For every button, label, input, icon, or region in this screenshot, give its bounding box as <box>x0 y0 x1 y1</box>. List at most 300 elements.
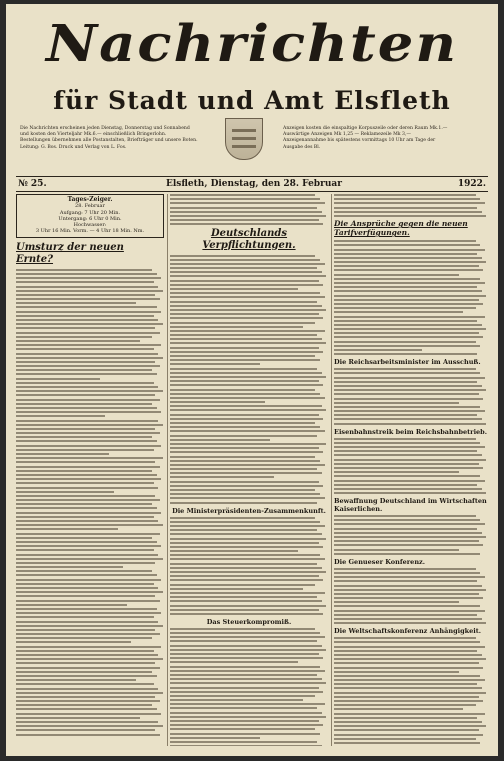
text-line <box>170 322 315 324</box>
column-divider <box>331 194 332 746</box>
text-line <box>334 253 477 255</box>
text-line <box>334 282 485 284</box>
text-line <box>16 382 154 384</box>
text-line <box>170 376 326 378</box>
text-line <box>334 381 477 383</box>
text-line <box>16 541 157 543</box>
text-line <box>170 284 323 286</box>
text-line <box>16 537 152 539</box>
text-line <box>16 357 163 359</box>
text-line <box>334 353 477 355</box>
text-line <box>170 691 323 693</box>
text-line <box>334 442 480 444</box>
text-line <box>334 249 485 251</box>
text-line <box>16 445 161 447</box>
text-line <box>16 302 136 304</box>
text-line <box>170 745 322 746</box>
text-line <box>16 688 158 690</box>
text-line <box>170 435 317 437</box>
text-line <box>170 563 317 565</box>
text-line <box>16 708 157 710</box>
text-line <box>170 558 325 560</box>
text-line <box>334 368 476 370</box>
text-line <box>170 397 325 399</box>
info-line: und kosten den Vierteljahr Mk.6.— einschließlich Bringerlohn. <box>20 132 167 138</box>
day-info-line: Untergang: 6 Uhr 0 Min. <box>58 215 122 222</box>
article-body <box>334 368 488 424</box>
text-line <box>170 712 322 714</box>
column-3 <box>334 194 488 746</box>
text-line <box>170 464 325 466</box>
text-line <box>16 671 152 673</box>
text-line <box>334 446 485 448</box>
text-line <box>16 353 158 355</box>
text-line <box>170 292 320 294</box>
text-line <box>170 280 319 282</box>
text-line <box>170 443 326 445</box>
text-line <box>16 373 157 375</box>
text-line <box>16 466 160 468</box>
text-line <box>16 415 105 417</box>
article-subhead: Die Genueser Konferenz. <box>334 557 425 566</box>
coat-of-arms-icon <box>225 118 263 160</box>
text-line <box>16 549 154 551</box>
text-line <box>170 347 319 349</box>
text-line <box>334 637 476 639</box>
text-line <box>334 211 482 213</box>
text-line <box>334 593 479 595</box>
text-line <box>334 332 479 334</box>
text-line <box>170 317 323 319</box>
text-line <box>170 695 315 697</box>
text-line <box>170 575 319 577</box>
article-headline: Die Ansprüche gegen die neuen Tarifverfügungen. <box>334 219 468 238</box>
text-line <box>334 580 477 582</box>
text-line <box>170 359 320 361</box>
text-line <box>334 704 476 706</box>
text-line <box>170 497 325 499</box>
text-line <box>170 609 319 611</box>
article-body <box>334 194 488 217</box>
masthead-title: Nachrichten <box>45 14 459 74</box>
text-line <box>16 675 157 677</box>
text-line <box>16 461 155 463</box>
text-line <box>170 207 317 209</box>
issue-number: № 25. <box>18 179 47 189</box>
text-line <box>16 436 152 438</box>
text-line <box>170 724 323 726</box>
text-line <box>334 523 485 525</box>
article-body <box>16 269 164 736</box>
text-line <box>334 393 479 395</box>
text-line <box>334 568 476 570</box>
text-line <box>170 733 320 735</box>
text-line <box>334 286 477 288</box>
text-line <box>16 574 157 576</box>
text-line <box>170 267 317 269</box>
text-line <box>170 313 319 315</box>
text-line <box>170 674 317 676</box>
text-line <box>170 546 323 548</box>
article-subhead: Die Weltschaftskonferenz Anhängigkeit. <box>334 627 481 636</box>
text-line <box>170 628 315 630</box>
text-line <box>170 613 323 615</box>
text-line <box>16 721 158 723</box>
text-line <box>334 658 486 660</box>
text-line <box>334 662 479 664</box>
text-line <box>334 307 476 309</box>
day-info-line: Aufgang: 7 Uhr 20 Min. <box>59 209 121 216</box>
text-line <box>170 401 265 403</box>
text-line <box>170 632 320 634</box>
text-line <box>16 734 160 736</box>
text-line <box>170 259 320 261</box>
text-line <box>16 420 158 422</box>
text-line <box>16 600 160 602</box>
text-line <box>334 336 483 338</box>
text-line <box>170 525 325 527</box>
text-line <box>334 257 482 259</box>
text-line <box>16 554 158 556</box>
text-line <box>170 380 319 382</box>
text-line <box>16 516 154 518</box>
text-line <box>170 418 323 420</box>
text-line <box>170 533 322 535</box>
text-line <box>16 294 155 296</box>
text-line <box>170 645 322 647</box>
text-line <box>334 467 483 469</box>
text-line <box>16 570 152 572</box>
text-line <box>170 342 326 344</box>
text-line <box>170 741 317 743</box>
article-headline: Deutschlands Verpflichtungen. <box>202 227 296 251</box>
text-line <box>170 489 315 491</box>
text-line <box>334 601 459 603</box>
text-line <box>334 402 459 404</box>
text-line <box>334 687 482 689</box>
text-line <box>334 717 477 719</box>
text-line <box>170 579 323 581</box>
text-line <box>170 372 322 374</box>
text-line <box>334 618 482 620</box>
text-line <box>170 460 320 462</box>
text-line <box>16 591 163 593</box>
text-line <box>170 271 322 273</box>
text-line <box>170 334 317 336</box>
text-line <box>334 372 480 374</box>
text-line <box>334 418 482 420</box>
text-line <box>170 468 317 470</box>
info-line: Anzeigen kosten die einspaltige Korpuszeile oder deren Raum Mk.1.— <box>283 126 448 131</box>
text-line <box>16 482 154 484</box>
text-line <box>170 571 326 573</box>
text-line <box>334 377 485 379</box>
text-line <box>170 728 315 730</box>
text-line <box>16 386 158 388</box>
day-info-line: 3 Uhr 16 Min. Vorm. — 4 Uhr 18 Min. Nm. <box>35 228 145 235</box>
text-line <box>170 661 298 663</box>
text-line <box>170 542 319 544</box>
text-line <box>170 485 323 487</box>
text-line <box>16 277 161 279</box>
text-line <box>170 439 270 441</box>
text-line <box>334 450 477 452</box>
text-line <box>170 215 326 217</box>
text-line <box>334 729 479 731</box>
text-line <box>334 410 485 412</box>
text-line <box>170 426 320 428</box>
text-line <box>334 597 483 599</box>
info-line: Auswärtige Anzeigen Mk 1,25 — Reklamezeile Mk 3,— <box>283 132 412 138</box>
text-line <box>334 414 477 416</box>
article-body <box>170 255 328 504</box>
text-line <box>334 549 459 551</box>
text-line <box>16 616 154 618</box>
article-body <box>334 637 488 746</box>
text-line <box>16 512 161 514</box>
text-line <box>16 495 155 497</box>
text-line <box>16 595 155 597</box>
text-line <box>334 614 477 616</box>
article-body <box>170 517 328 615</box>
text-line <box>334 646 485 648</box>
text-line <box>334 261 486 263</box>
text-line <box>334 295 486 297</box>
article-body <box>334 240 488 355</box>
issue-year: 1922. <box>457 179 486 189</box>
text-line <box>16 361 155 363</box>
text-line <box>334 528 477 530</box>
text-line <box>16 290 163 292</box>
text-line <box>334 605 480 607</box>
column-2 <box>170 194 328 746</box>
text-line <box>170 649 326 651</box>
text-line <box>334 389 486 391</box>
text-line <box>334 290 482 292</box>
text-line <box>16 428 155 430</box>
text-line <box>16 658 163 660</box>
article-body <box>170 194 328 225</box>
text-line <box>16 273 157 275</box>
text-line <box>170 687 319 689</box>
text-line <box>334 406 480 408</box>
text-line <box>334 671 459 673</box>
text-line <box>16 311 161 313</box>
article-subhead: Die Reichsarbeitsminister im Ausschuß. <box>334 358 481 367</box>
text-line <box>170 640 317 642</box>
text-line <box>334 519 480 521</box>
text-line <box>334 385 482 387</box>
text-line <box>334 328 486 330</box>
text-line <box>170 521 320 523</box>
text-line <box>170 275 326 277</box>
text-line <box>16 679 136 681</box>
text-line <box>334 700 483 702</box>
text-line <box>170 657 323 659</box>
text-line <box>16 662 155 664</box>
info-line: Anzeigenannahme bis spätestens vormittags 10 Uhr am Tage der <box>283 138 436 144</box>
text-line <box>170 737 260 739</box>
text-line <box>16 399 160 401</box>
text-line <box>170 476 274 478</box>
text-line <box>170 351 323 353</box>
text-line <box>16 474 157 476</box>
text-line <box>170 211 322 213</box>
text-line <box>170 678 322 680</box>
text-line <box>334 610 485 612</box>
text-line <box>170 405 322 407</box>
text-line <box>334 244 480 246</box>
text-line <box>16 629 155 631</box>
text-line <box>334 454 482 456</box>
text-line <box>16 545 161 547</box>
text-line <box>170 414 319 416</box>
text-line <box>16 713 161 715</box>
text-line <box>16 725 163 727</box>
text-line <box>170 605 326 607</box>
text-line <box>16 440 157 442</box>
text-line <box>334 492 486 494</box>
text-line <box>16 667 160 669</box>
text-line <box>16 583 154 585</box>
text-line <box>170 422 315 424</box>
text-line <box>16 407 157 409</box>
text-line <box>170 330 325 332</box>
text-line <box>16 453 109 455</box>
text-line <box>170 219 319 221</box>
article-subhead: Die Ministerpräsidenten-Zusammenkunft. <box>172 506 326 515</box>
text-line <box>170 389 315 391</box>
text-line <box>16 520 158 522</box>
text-line <box>170 223 323 225</box>
issue-date: Elsfleth, Dienstag, den 28. Februar <box>166 179 342 189</box>
text-line <box>170 588 303 590</box>
text-line <box>16 332 160 334</box>
day-info-box <box>16 194 164 238</box>
text-line <box>16 424 163 426</box>
text-line <box>170 670 325 672</box>
column-divider <box>167 194 168 746</box>
text-line <box>334 202 485 204</box>
text-line <box>334 708 463 710</box>
text-line <box>16 478 161 480</box>
text-line <box>16 717 140 719</box>
text-line <box>334 240 476 242</box>
text-line <box>334 738 476 740</box>
text-line <box>334 675 480 677</box>
text-line <box>334 589 486 591</box>
text-line <box>334 215 486 217</box>
text-line <box>170 703 325 705</box>
text-line <box>170 430 325 432</box>
info-line: Bestellungen übernehmen alle Postanstalten, Briefträger und unsere Boten. <box>20 138 198 144</box>
text-line <box>16 729 155 731</box>
text-line <box>16 637 152 639</box>
text-line <box>334 278 480 280</box>
text-line <box>334 667 483 669</box>
text-line <box>334 553 480 555</box>
text-line <box>16 507 157 509</box>
subscription-info <box>20 126 215 151</box>
text-line <box>334 683 477 685</box>
text-line <box>334 207 477 209</box>
text-line <box>334 692 486 694</box>
text-line <box>334 480 485 482</box>
text-line <box>16 470 152 472</box>
text-line <box>170 666 320 668</box>
article-subhead: Eisenbahnstreik beim Reichsbahnbetrieb. <box>334 427 487 436</box>
text-line <box>334 585 482 587</box>
text-line <box>334 679 485 681</box>
text-line <box>334 536 486 538</box>
text-line <box>16 558 163 560</box>
text-line <box>16 499 160 501</box>
text-line <box>334 544 483 546</box>
text-line <box>170 296 325 298</box>
text-line <box>16 315 154 317</box>
text-line <box>170 263 325 265</box>
text-line <box>170 502 317 504</box>
text-line <box>16 403 152 405</box>
text-line <box>170 194 315 196</box>
text-line <box>16 281 154 283</box>
text-line <box>16 394 155 396</box>
text-line <box>334 349 422 351</box>
text-line <box>334 654 482 656</box>
text-line <box>170 600 322 602</box>
text-line <box>170 447 319 449</box>
text-line <box>16 604 127 606</box>
text-line <box>16 298 160 300</box>
text-line <box>16 491 114 493</box>
column-1 <box>16 194 164 746</box>
text-line <box>16 633 160 635</box>
text-line <box>16 344 161 346</box>
text-line <box>16 524 163 526</box>
text-line <box>170 326 303 328</box>
text-line <box>334 696 479 698</box>
text-line <box>334 198 480 200</box>
text-line <box>334 438 476 440</box>
advertising-info <box>283 126 483 151</box>
text-line <box>334 650 477 652</box>
text-line <box>334 423 486 425</box>
text-line <box>170 384 323 386</box>
text-line <box>170 198 320 200</box>
text-line <box>334 641 480 643</box>
masthead <box>6 16 498 72</box>
text-line <box>16 700 160 702</box>
text-line <box>16 587 158 589</box>
text-line <box>16 336 152 338</box>
text-line <box>170 550 298 552</box>
text-line <box>170 596 317 598</box>
newspaper-page <box>6 4 498 756</box>
text-line <box>16 696 155 698</box>
text-line <box>170 451 323 453</box>
text-line <box>16 269 152 271</box>
text-line <box>334 725 486 727</box>
article-subhead: Bewaffnung Deutschland im Wirtschaften Kaiserlichen. <box>334 497 487 514</box>
info-line: Leitung: G. Bos. Druck und Verlag von L. Fos. <box>20 144 127 150</box>
text-line <box>16 369 152 371</box>
text-line <box>16 411 161 413</box>
masthead-subtitle: für Stadt und Amt Elsfleth <box>53 86 451 115</box>
text-line <box>170 707 317 709</box>
article-body <box>170 628 328 746</box>
text-line <box>16 286 158 288</box>
text-line <box>170 636 325 638</box>
